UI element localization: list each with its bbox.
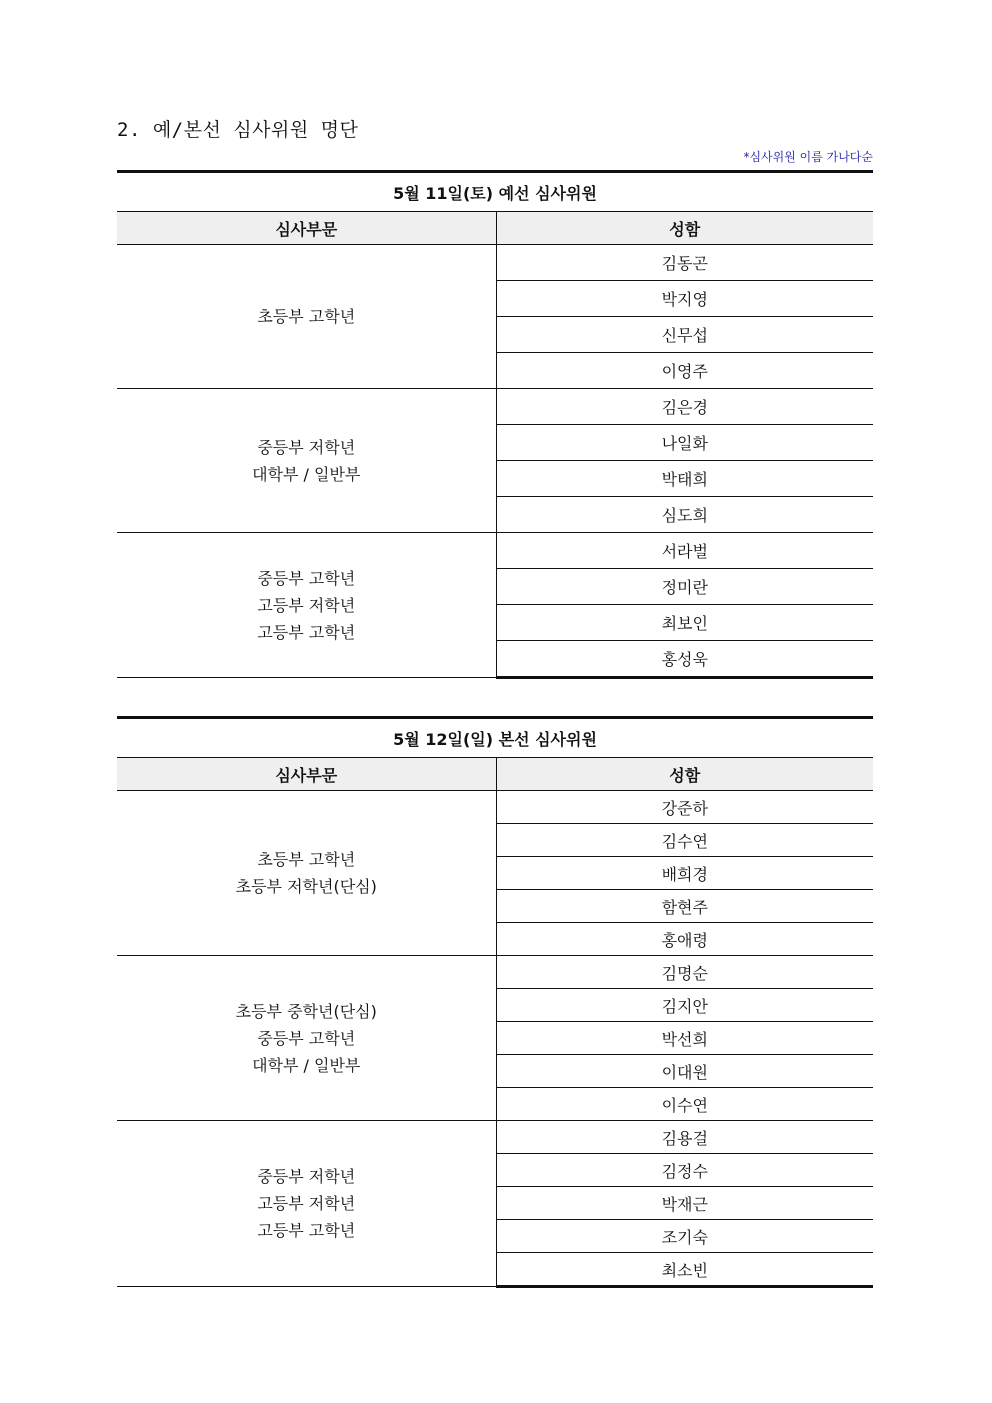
judge-name: 박지영 — [496, 281, 873, 317]
table-title: 5월 11일(토) 예선 심사위원 — [117, 172, 873, 212]
category-line: 초등부 고학년 — [257, 307, 356, 326]
judge-name: 김은경 — [496, 389, 873, 425]
judge-name: 서라벌 — [496, 533, 873, 569]
judge-name: 나일화 — [496, 425, 873, 461]
column-header-name: 성함 — [496, 758, 873, 791]
column-header-name: 성함 — [496, 212, 873, 245]
judge-name: 심도희 — [496, 497, 873, 533]
category-line: 중등부 저학년 — [257, 1167, 356, 1186]
judge-name: 조기숙 — [496, 1220, 873, 1253]
category-cell — [117, 245, 496, 389]
category-line: 고등부 고학년 — [257, 622, 356, 642]
table-row — [117, 1121, 873, 1154]
judge-name: 이영주 — [496, 353, 873, 389]
category-line: 중등부 고학년 — [257, 1028, 356, 1048]
category-cell — [117, 1121, 496, 1287]
sort-order-note: *심사위원 이름 가나다순 — [743, 150, 873, 164]
category-cell — [117, 533, 496, 678]
category-cell — [117, 389, 496, 533]
judge-name: 김지안 — [496, 989, 873, 1022]
category-line: 초등부 중학년(단심) — [235, 1001, 377, 1021]
judge-name: 이대원 — [496, 1055, 873, 1088]
judge-name: 최소빈 — [496, 1253, 873, 1287]
judge-name: 배희경 — [496, 857, 873, 890]
category-line: 중등부 고학년 — [257, 568, 356, 588]
judge-name: 박선희 — [496, 1022, 873, 1055]
table-row — [117, 245, 873, 281]
column-header-category: 심사부문 — [117, 212, 496, 245]
judge-name: 홍애령 — [496, 923, 873, 956]
page-heading: 2. 예/본선 심사위원 명단 — [117, 119, 359, 141]
category-line: 초등부 고학년 — [257, 850, 356, 869]
category-line: 고등부 저학년 — [257, 1194, 356, 1213]
category-cell — [117, 791, 496, 956]
category-line: 대학부 / 일반부 — [252, 464, 361, 484]
judge-name: 김수연 — [496, 824, 873, 857]
table-title: 5월 12일(일) 본선 심사위원 — [117, 718, 873, 758]
judge-name: 함현주 — [496, 890, 873, 923]
table-row — [117, 533, 873, 569]
judge-name: 김정수 — [496, 1154, 873, 1187]
judge-name: 최보인 — [496, 605, 873, 641]
judge-name: 박재근 — [496, 1187, 873, 1220]
final-judges-table — [117, 716, 873, 1288]
judge-name: 김동곤 — [496, 245, 873, 281]
judge-name: 강준하 — [496, 791, 873, 824]
preliminary-judges-table — [117, 170, 873, 679]
judge-name: 홍성욱 — [496, 641, 873, 678]
category-line: 고등부 고학년 — [257, 1221, 356, 1240]
category-line: 고등부 저학년 — [257, 595, 356, 615]
category-line: 대학부 / 일반부 — [252, 1055, 361, 1075]
judge-name: 박태희 — [496, 461, 873, 497]
column-header-category: 심사부문 — [117, 758, 496, 791]
category-line: 초등부 저학년(단심) — [235, 877, 377, 896]
table-row — [117, 956, 873, 989]
category-line: 중등부 저학년 — [257, 437, 356, 457]
category-cell — [117, 956, 496, 1121]
table-row — [117, 791, 873, 824]
judge-name: 이수연 — [496, 1088, 873, 1121]
judge-name: 김명순 — [496, 956, 873, 989]
judge-name: 김용걸 — [496, 1121, 873, 1154]
judge-name: 신무섭 — [496, 317, 873, 353]
judge-name: 정미란 — [496, 569, 873, 605]
table-row — [117, 389, 873, 425]
